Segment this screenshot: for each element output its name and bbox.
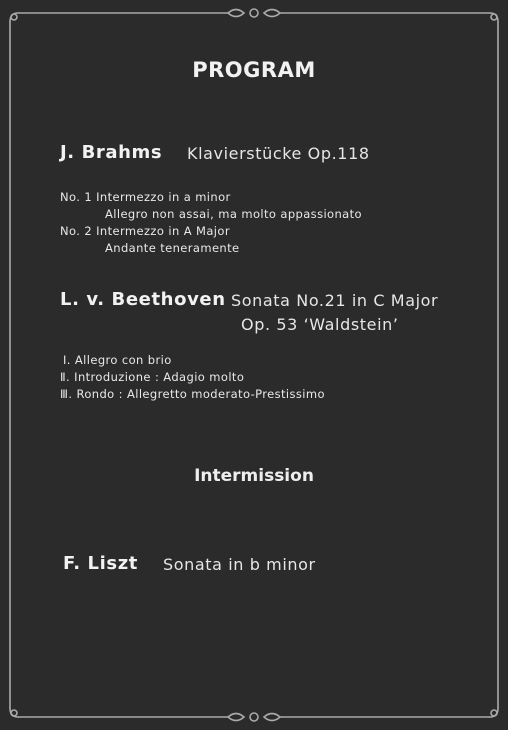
- program-title: PROGRAM: [192, 58, 316, 82]
- intermission-label: Intermission: [194, 466, 314, 486]
- work-beethoven-line-1: Sonata No.21 in C Major: [231, 291, 439, 310]
- beethoven-movement-1: Ⅰ. Allegro con brio: [63, 353, 172, 367]
- brahms-line-1: No. 1 Intermezzo in a minor: [60, 190, 231, 204]
- work-brahms: Klavierstücke Op.118: [187, 144, 370, 163]
- composer-brahms: J. Brahms: [60, 142, 163, 163]
- work-liszt: Sonata in b minor: [163, 555, 316, 574]
- beethoven-movement-3: Ⅲ. Rondo : Allegretto moderato-Prestissimo: [60, 387, 325, 401]
- work-beethoven-line-2: Op. 53 ‘Waldstein’: [241, 315, 399, 334]
- composer-liszt: F. Liszt: [63, 553, 138, 574]
- beethoven-movement-2: Ⅱ. Introduzione : Adagio molto: [60, 370, 245, 384]
- brahms-line-2: Allegro non assai, ma molto appassionato: [105, 207, 362, 221]
- composer-beethoven: L. v. Beethoven: [60, 289, 226, 310]
- brahms-line-3: No. 2 Intermezzo in A Major: [60, 224, 230, 238]
- brahms-line-4: Andante teneramente: [105, 241, 240, 255]
